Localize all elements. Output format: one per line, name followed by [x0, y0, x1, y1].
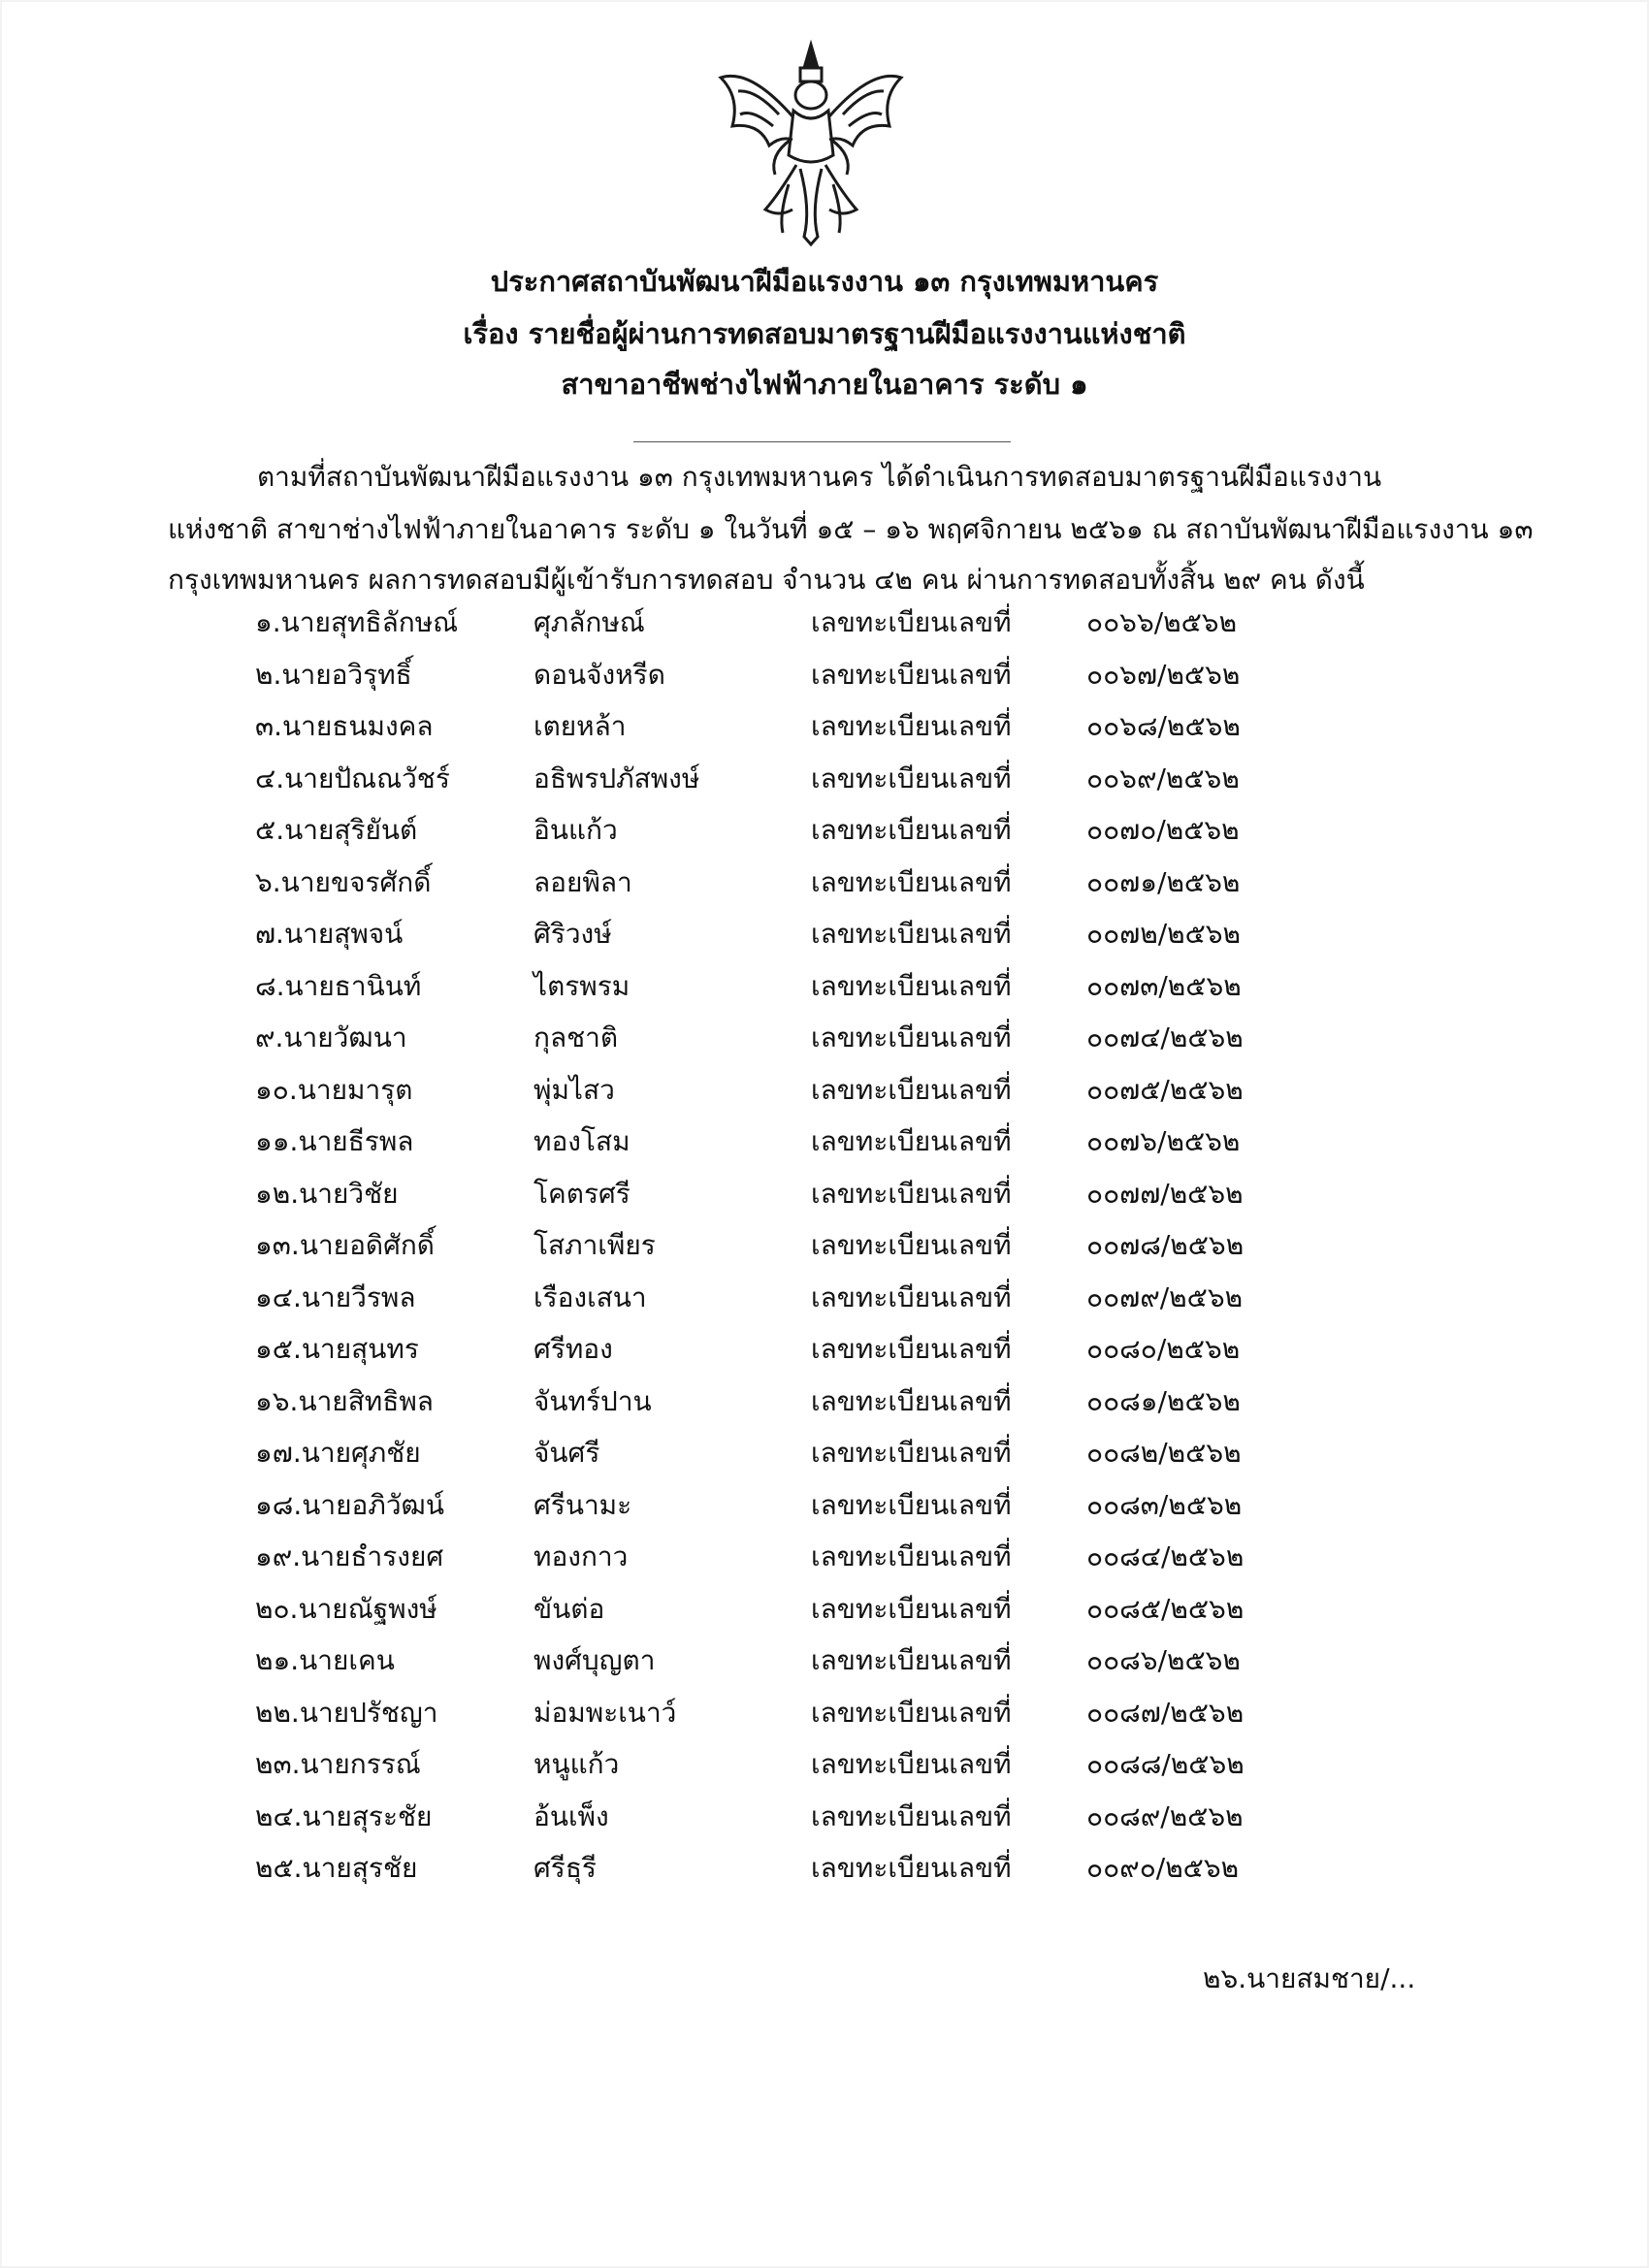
candidate-surname: ดอนจังหรีด [534, 658, 665, 691]
candidate-surname: ขันต่อ [534, 1592, 605, 1625]
registration-label: เลขทะเบียนเลขที่ [811, 1799, 1012, 1832]
registration-number: ๐๐๘๒/๒๕๖๒ [1086, 1437, 1242, 1469]
candidate-name: ๕.นายสุริยันต์ [255, 814, 418, 846]
candidate-name: ๑๙.นายธำรงยศ [255, 1540, 444, 1572]
candidate-surname: อ้นเพ็ง [534, 1799, 609, 1832]
list-item [0, 1745, 1649, 1796]
list-item [0, 603, 1649, 654]
registration-label: เลขทะเบียนเลขที่ [811, 1592, 1012, 1625]
registration-number: ๐๐๗๕/๒๕๖๒ [1086, 1073, 1244, 1106]
candidate-name: ๒๕.นายสุรชัย [255, 1852, 418, 1884]
registration-number: ๐๐๗๒/๒๕๖๒ [1086, 918, 1242, 950]
list-item [0, 1019, 1649, 1069]
list-item [0, 1486, 1649, 1537]
registration-label: เลขทะเบียนเลขที่ [811, 710, 1012, 742]
candidate-surname: ศิริวงษ์ [534, 918, 612, 950]
candidate-name: ๑๒.นายวิชัย [255, 1177, 399, 1210]
registration-number: ๐๐๖๙/๒๕๖๒ [1086, 761, 1240, 794]
list-item [0, 967, 1649, 1018]
continuation-note: ๒๖.นายสมชาย/... [1203, 1962, 1416, 1994]
list-item [0, 915, 1649, 965]
candidate-name: ๑๓.นายอดิศักดิ์ [255, 1229, 435, 1261]
garuda-emblem-icon [711, 39, 911, 247]
registration-number: ๐๐๘๓/๒๕๖๒ [1086, 1488, 1243, 1521]
list-item [0, 1694, 1649, 1744]
candidate-name: ๑๘.นายอภิวัฒน์ [255, 1488, 444, 1521]
candidate-name: ๑๗.นายศุภชัย [255, 1437, 421, 1469]
registration-number: ๐๐๗๗/๒๕๖๒ [1086, 1177, 1244, 1210]
candidate-surname: โสภาเพียร [534, 1229, 656, 1261]
candidate-surname: อินแก้ว [534, 814, 618, 846]
candidate-name: ๒๔.นายสุระชัย [255, 1799, 433, 1832]
list-item [0, 1330, 1649, 1380]
candidate-surname: ไตรพรม [534, 969, 630, 1002]
body-paragraph-line-1: ตามที่สถาบันพัฒนาฝีมือแรงงาน ๑๓ กรุงเทพมหานคร ได้ดำเนินการทดสอบมาตรฐานฝีมือแรงงาน [257, 461, 1382, 493]
registration-number: ๐๐๙๐/๒๕๖๒ [1086, 1852, 1240, 1884]
candidate-name: ๑๔.นายวีรพล [255, 1280, 416, 1313]
registration-number: ๐๐๗๖/๒๕๖๒ [1086, 1125, 1241, 1157]
candidate-surname: ทองโสม [534, 1125, 630, 1157]
candidate-surname: หนูแก้ว [534, 1748, 620, 1780]
candidate-name: ๑.นายสุทธิลักษณ์ [255, 606, 459, 638]
registration-label: เลขทะเบียนเลขที่ [811, 761, 1012, 794]
list-item [0, 1175, 1649, 1225]
registration-label: เลขทะเบียนเลขที่ [811, 814, 1012, 846]
list-item [0, 811, 1649, 861]
registration-label: เลขทะเบียนเลขที่ [811, 658, 1012, 691]
announcement-subject: เรื่อง รายชื่อผู้ผ่านการทดสอบมาตรฐานฝีมือแรงงานแห่งชาติ [463, 317, 1186, 350]
candidate-surname: โคตรศรี [534, 1177, 630, 1210]
registration-label: เลขทะเบียนเลขที่ [811, 1229, 1012, 1261]
registration-number: ๐๐๘๔/๒๕๖๒ [1086, 1540, 1245, 1572]
candidate-surname: จันทร์ปาน [534, 1384, 652, 1417]
candidate-name: ๘.นายธานินท์ [255, 969, 422, 1002]
candidate-name: ๑๑.นายธีรพล [255, 1125, 414, 1157]
list-item [0, 707, 1649, 758]
list-item [0, 863, 1649, 914]
registration-number: ๐๐๘๗/๒๕๖๒ [1086, 1696, 1245, 1729]
candidate-surname: เรืองเสนา [534, 1280, 647, 1313]
list-item [0, 1849, 1649, 1899]
candidate-surname: ศุภลักษณ์ [534, 606, 645, 638]
candidate-name: ๙.นายวัฒนา [255, 1021, 407, 1053]
registration-label: เลขทะเบียนเลขที่ [811, 606, 1012, 638]
announcement-title: ประกาศสถาบันพัฒนาฝีมือแรงงาน ๑๓ กรุงเทพมหานคร [490, 265, 1159, 298]
candidate-surname: ศรีทอง [534, 1333, 613, 1365]
candidate-name: ๒๐.นายณัฐพงษ์ [255, 1592, 437, 1625]
registration-label: เลขทะเบียนเลขที่ [811, 1333, 1012, 1365]
candidate-name: ๓.นายธนมงคล [255, 710, 434, 742]
registration-number: ๐๐๖๘/๒๕๖๒ [1086, 710, 1241, 742]
candidate-name: ๖.นายขจรศักดิ์ [255, 865, 432, 898]
body-paragraph-line-2: แห่งชาติ สาขาช่างไฟฟ้าภายในอาคาร ระดับ ๑ ในวันที่ ๑๕ – ๑๖ พฤศจิกายน ๒๕๖๑ ณ สถาบันพัฒนาฝีมือแรงงาน ๑๓ [168, 513, 1534, 545]
registration-number: ๐๐๗๘/๒๕๖๒ [1086, 1229, 1245, 1261]
registration-number: ๐๐๗๓/๒๕๖๒ [1086, 969, 1242, 1002]
registration-number: ๐๐๖๖/๒๕๖๒ [1086, 606, 1238, 638]
candidate-name: ๒๓.นายกรรณ์ [255, 1748, 421, 1780]
registration-number: ๐๐๗๑/๒๕๖๒ [1086, 865, 1241, 898]
candidate-surname: จันศรี [534, 1437, 600, 1469]
registration-label: เลขทะเบียนเลขที่ [811, 1748, 1012, 1780]
candidate-name: ๒๑.นายเคน [255, 1644, 395, 1676]
announcement-field: สาขาอาชีพช่างไฟฟ้าภายในอาคาร ระดับ ๑ [561, 368, 1088, 401]
list-item [0, 1382, 1649, 1433]
list-item [0, 1122, 1649, 1173]
registration-number: ๐๐๘๘/๒๕๖๒ [1086, 1748, 1245, 1780]
candidate-name: ๒.นายอวิรุทธิ์ [255, 658, 412, 691]
candidate-surname: ศรีนามะ [534, 1488, 632, 1521]
registration-label: เลขทะเบียนเลขที่ [811, 1852, 1012, 1884]
candidate-name: ๗.นายสุพจน์ [255, 918, 404, 950]
registration-number: ๐๐๘๕/๒๕๖๒ [1086, 1592, 1245, 1625]
list-item [0, 1071, 1649, 1121]
registration-number: ๐๐๘๐/๒๕๖๒ [1086, 1333, 1241, 1365]
candidate-name: ๑๕.นายสุนทร [255, 1333, 419, 1365]
candidate-name: ๔.นายปัณณวัชร์ [255, 761, 450, 794]
candidate-surname: ลอยพิลา [534, 865, 632, 898]
list-item [0, 1226, 1649, 1277]
title-divider [633, 441, 1011, 442]
candidate-surname: ม่อมพะเนาว์ [534, 1696, 677, 1729]
list-item [0, 1590, 1649, 1640]
candidate-surname: พงศ์บุญตา [534, 1644, 656, 1676]
list-item [0, 656, 1649, 706]
list-item [0, 760, 1649, 810]
registration-label: เลขทะเบียนเลขที่ [811, 1696, 1012, 1729]
candidate-surname: ทองกาว [534, 1540, 629, 1572]
registration-number: ๐๐๘๑/๒๕๖๒ [1086, 1384, 1241, 1417]
registration-label: เลขทะเบียนเลขที่ [811, 1280, 1012, 1313]
candidate-surname: เตยหล้า [534, 710, 627, 742]
candidate-name: ๒๒.นายปรัชญา [255, 1696, 438, 1729]
candidate-surname: กุลชาติ [534, 1021, 619, 1053]
list-item [0, 1434, 1649, 1484]
candidate-surname: อธิพรปภัสพงษ์ [534, 761, 700, 794]
registration-number: ๐๐๘๖/๒๕๖๒ [1086, 1644, 1241, 1676]
registration-label: เลขทะเบียนเลขที่ [811, 1384, 1012, 1417]
registration-label: เลขทะเบียนเลขที่ [811, 1177, 1012, 1210]
registration-label: เลขทะเบียนเลขที่ [811, 918, 1012, 950]
list-item [0, 1538, 1649, 1588]
list-item [0, 1798, 1649, 1848]
registration-label: เลขทะเบียนเลขที่ [811, 1540, 1012, 1572]
body-paragraph-line-3: กรุงเทพมหานคร ผลการทดสอบมีผู้เข้ารับการทดสอบ จำนวน ๔๒ คน ผ่านการทดสอบทั้งสิ้น ๒๙ คน ดังนี้ [168, 564, 1365, 596]
list-item [0, 1279, 1649, 1329]
registration-number: ๐๐๗๐/๒๕๖๒ [1086, 814, 1240, 846]
registration-label: เลขทะเบียนเลขที่ [811, 1021, 1012, 1053]
registration-label: เลขทะเบียนเลขที่ [811, 1488, 1012, 1521]
registration-number: ๐๐๘๙/๒๕๖๒ [1086, 1799, 1244, 1832]
registration-label: เลขทะเบียนเลขที่ [811, 1125, 1012, 1157]
candidate-name: ๑๖.นายสิทธิพล [255, 1384, 434, 1417]
candidate-name: ๑๐.นายมารุต [255, 1073, 413, 1106]
registration-number: ๐๐๖๗/๒๕๖๒ [1086, 658, 1241, 691]
registration-label: เลขทะเบียนเลขที่ [811, 1644, 1012, 1676]
registration-number: ๐๐๗๔/๒๕๖๒ [1086, 1021, 1244, 1053]
candidate-surname: ศรีธุรี [534, 1852, 597, 1884]
list-item [0, 1641, 1649, 1692]
registration-label: เลขทะเบียนเลขที่ [811, 1437, 1012, 1469]
registration-label: เลขทะเบียนเลขที่ [811, 969, 1012, 1002]
registration-number: ๐๐๗๙/๒๕๖๒ [1086, 1280, 1244, 1313]
registration-label: เลขทะเบียนเลขที่ [811, 865, 1012, 898]
registration-label: เลขทะเบียนเลขที่ [811, 1073, 1012, 1106]
candidate-surname: พุ่มไสว [534, 1073, 615, 1106]
